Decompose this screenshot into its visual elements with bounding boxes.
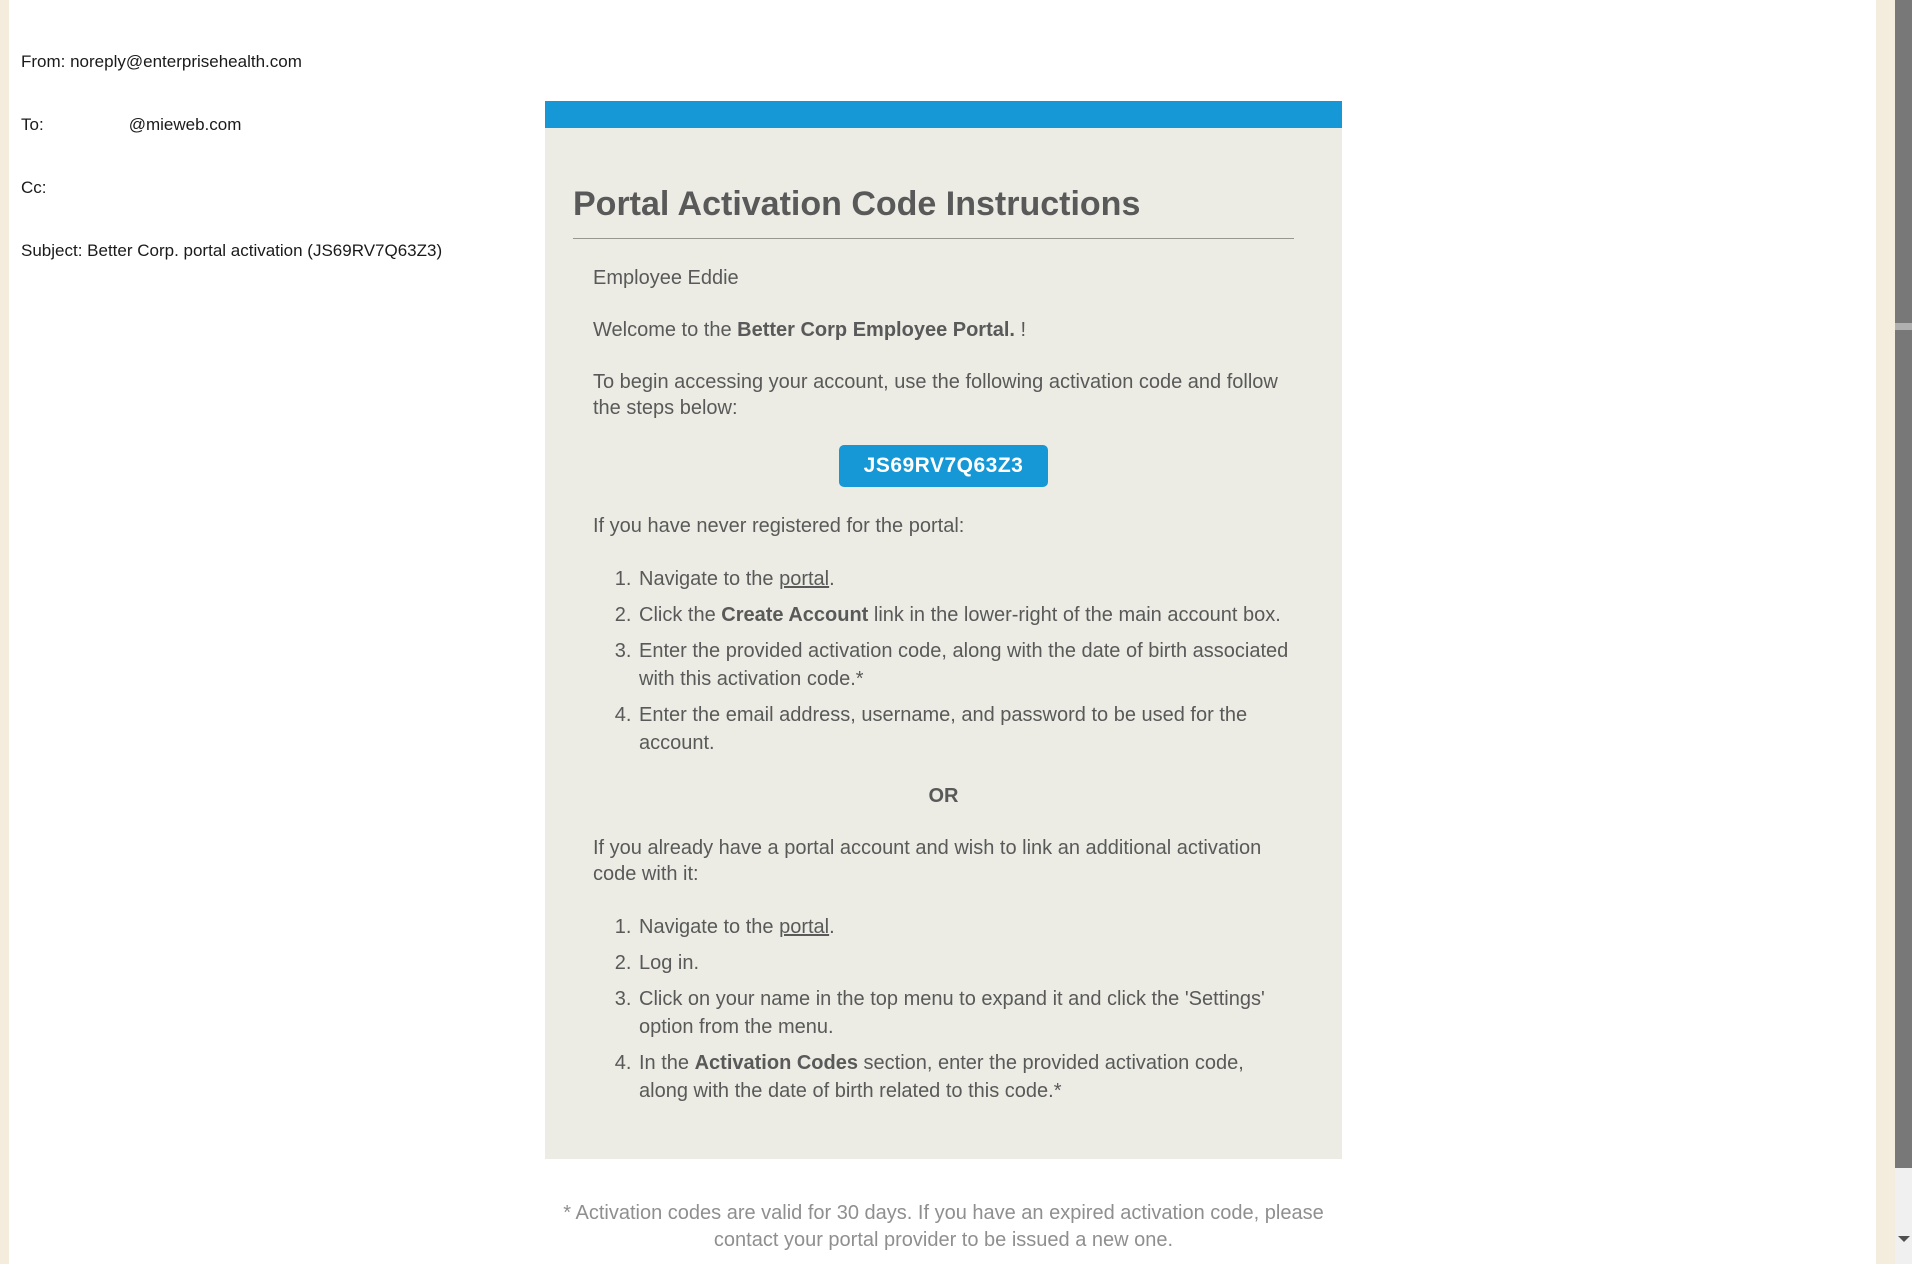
activation-code-container: [593, 445, 1294, 487]
welcome-pre: Welcome to the: [593, 319, 738, 341]
email-header-cc: Cc:: [21, 178, 47, 197]
scrollbar-thumb-lower[interactable]: [1895, 330, 1912, 1168]
step-item: [637, 1049, 1294, 1105]
step-item: [637, 637, 1294, 693]
scrollbar-thumb-upper[interactable]: [1895, 0, 1912, 323]
existing-account-intro: If you already have a portal account and wish to link an additional activation code with it:: [593, 837, 1262, 885]
step-text: Log in.: [639, 952, 700, 974]
greeting-text: Employee Eddie: [593, 267, 739, 289]
step-text: Enter the provided activation code, along with the date of birth associated with this activation code.*: [639, 640, 1289, 690]
email-title: Portal Activation Code Instructions: [573, 185, 1141, 223]
email-card-header-bar: [545, 101, 1342, 128]
never-registered-intro: If you have never registered for the portal:: [593, 515, 965, 537]
title-divider: [573, 238, 1294, 239]
activation-codes-bold: Activation Codes: [694, 1052, 858, 1074]
activation-code-button[interactable]: JS69RV7Q63Z3: [839, 445, 1049, 487]
email-header-to: To: @mieweb.com: [21, 115, 242, 134]
step-text: Navigate to the: [639, 568, 780, 590]
chevron-down-icon: [1898, 1236, 1910, 1242]
step-text: Click the: [639, 604, 722, 626]
step-text: .: [829, 916, 835, 938]
footnote: [545, 1200, 1342, 1254]
vertical-scrollbar[interactable]: [1895, 0, 1912, 1264]
step-item: [637, 701, 1294, 757]
step-text: Click on your name in the top menu to expand it and click the 'Settings' option from the menu.: [639, 988, 1265, 1038]
step-item: [637, 565, 1294, 593]
step-item: [637, 985, 1294, 1041]
step-text: In the: [639, 1052, 695, 1074]
email-viewer-panel: [9, 0, 1876, 1264]
activation-intro-text: To begin accessing your account, use the following activation code and follow the steps below:: [593, 371, 1278, 419]
portal-name-bold: Better Corp Employee Portal.: [737, 319, 1015, 341]
create-account-bold: Create Account: [721, 604, 869, 626]
existing-account-steps: [593, 913, 1294, 1105]
step-item: [637, 913, 1294, 941]
email-header-subject: Subject: Better Corp. portal activation (JS69RV7Q63Z3): [21, 241, 443, 260]
step-text: link in the lower-right of the main account box.: [868, 604, 1281, 626]
scroll-down-button[interactable]: [1895, 1224, 1912, 1264]
welcome-text: [593, 317, 1294, 343]
portal-link[interactable]: portal: [779, 568, 830, 590]
email-header-from: From: noreply@enterprisehealth.com: [21, 52, 302, 71]
footnote-line-1: * Activation codes are valid for 30 days. If you have an expired activation code, please: [563, 1202, 1324, 1224]
step-text: section, enter the provided activation code, along with the date of birth related to this code.*: [639, 1052, 1244, 1102]
welcome-post: !: [1014, 319, 1027, 341]
step-text: .: [829, 568, 835, 590]
footnote-line-2: contact your portal provider to be issued a new one.: [713, 1229, 1174, 1251]
scrollbar-position-marker[interactable]: [1895, 323, 1912, 330]
step-item: [637, 601, 1294, 629]
never-registered-steps: [593, 565, 1294, 757]
step-text: Enter the email address, username, and password to be used for the account.: [639, 704, 1248, 754]
step-text: Navigate to the: [639, 916, 780, 938]
portal-link[interactable]: portal: [779, 916, 830, 938]
email-card: [545, 101, 1342, 1159]
email-card-body: [545, 128, 1342, 1159]
step-item: [637, 949, 1294, 977]
or-divider: OR: [928, 785, 959, 807]
